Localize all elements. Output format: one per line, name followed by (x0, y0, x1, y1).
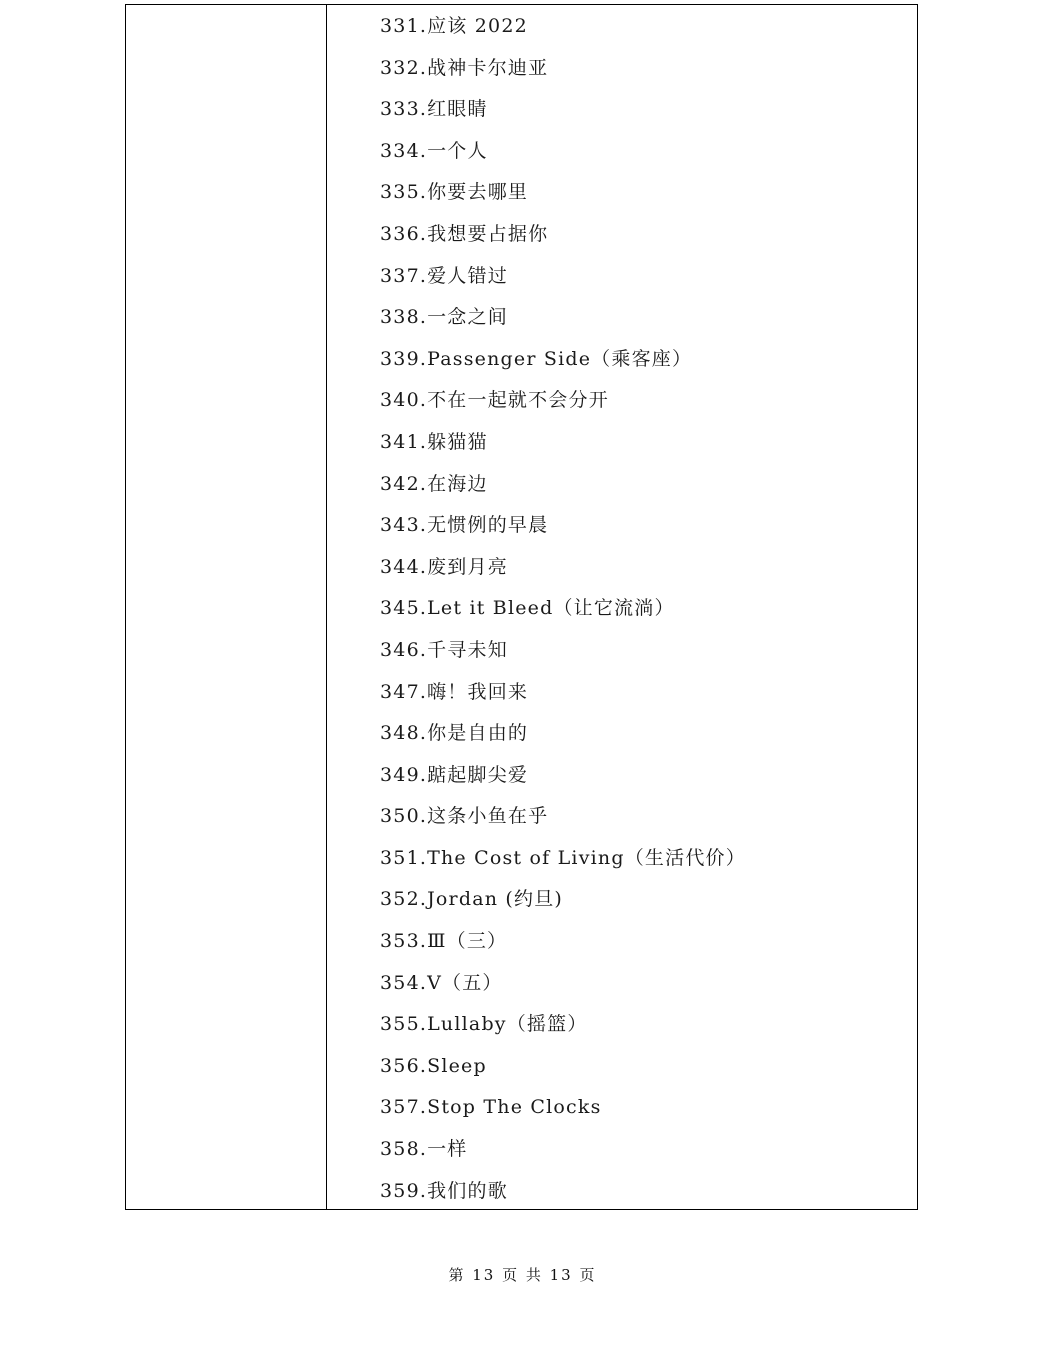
table-left-cell (126, 5, 326, 1209)
list-item: 342.在海边 (380, 472, 488, 495)
list-item: 347.嗨！我回来 (380, 680, 529, 703)
list-item: 354.Ⅴ（五） (380, 971, 503, 994)
list-item: 345.Let it Bleed（让它流淌） (380, 597, 675, 620)
list-item: 355.Lullaby（摇篮） (380, 1013, 588, 1036)
page-footer: 第 13 页 共 13 页 (448, 1266, 597, 1284)
list-item: 333.红眼睛 (380, 98, 488, 121)
list-item: 357.Stop The Clocks (380, 1096, 602, 1119)
list-item: 346.千寻未知 (380, 638, 508, 661)
list-item: 343.无惯例的早晨 (380, 514, 549, 537)
list-item: 339.Passenger Side（乘客座） (380, 347, 693, 370)
list-item: 340.不在一起就不会分开 (380, 389, 609, 412)
list-item: 334.一个人 (380, 139, 488, 162)
list-item: 331.应该 2022 (380, 15, 528, 37)
list-item: 332.战神卡尔迪亚 (380, 56, 549, 79)
list-item: 353.Ⅲ（三） (380, 930, 508, 953)
list-item: 349.踮起脚尖爱 (380, 763, 529, 786)
list-item: 341.躲猫猫 (380, 430, 488, 453)
list-item: 338.一念之间 (380, 306, 508, 329)
list-item: 348.你是自由的 (380, 722, 529, 745)
song-list (380, 11, 746, 1217)
list-item: 352.Jordan (约旦) (380, 888, 564, 911)
list-item: 358.一样 (380, 1138, 468, 1161)
song-table (125, 4, 918, 1210)
list-item: 359.我们的歌 (380, 1179, 508, 1202)
list-item: 350.这条小鱼在乎 (380, 805, 549, 828)
list-item: 336.我想要占据你 (380, 222, 549, 245)
list-item: 344.废到月亮 (380, 555, 508, 578)
list-item: 337.爱人错过 (380, 264, 508, 287)
column-divider (326, 5, 327, 1209)
list-item: 356.Sleep (380, 1054, 487, 1077)
list-item: 351.The Cost of Living（生活代价） (380, 846, 746, 869)
list-item: 335.你要去哪里 (380, 181, 529, 204)
